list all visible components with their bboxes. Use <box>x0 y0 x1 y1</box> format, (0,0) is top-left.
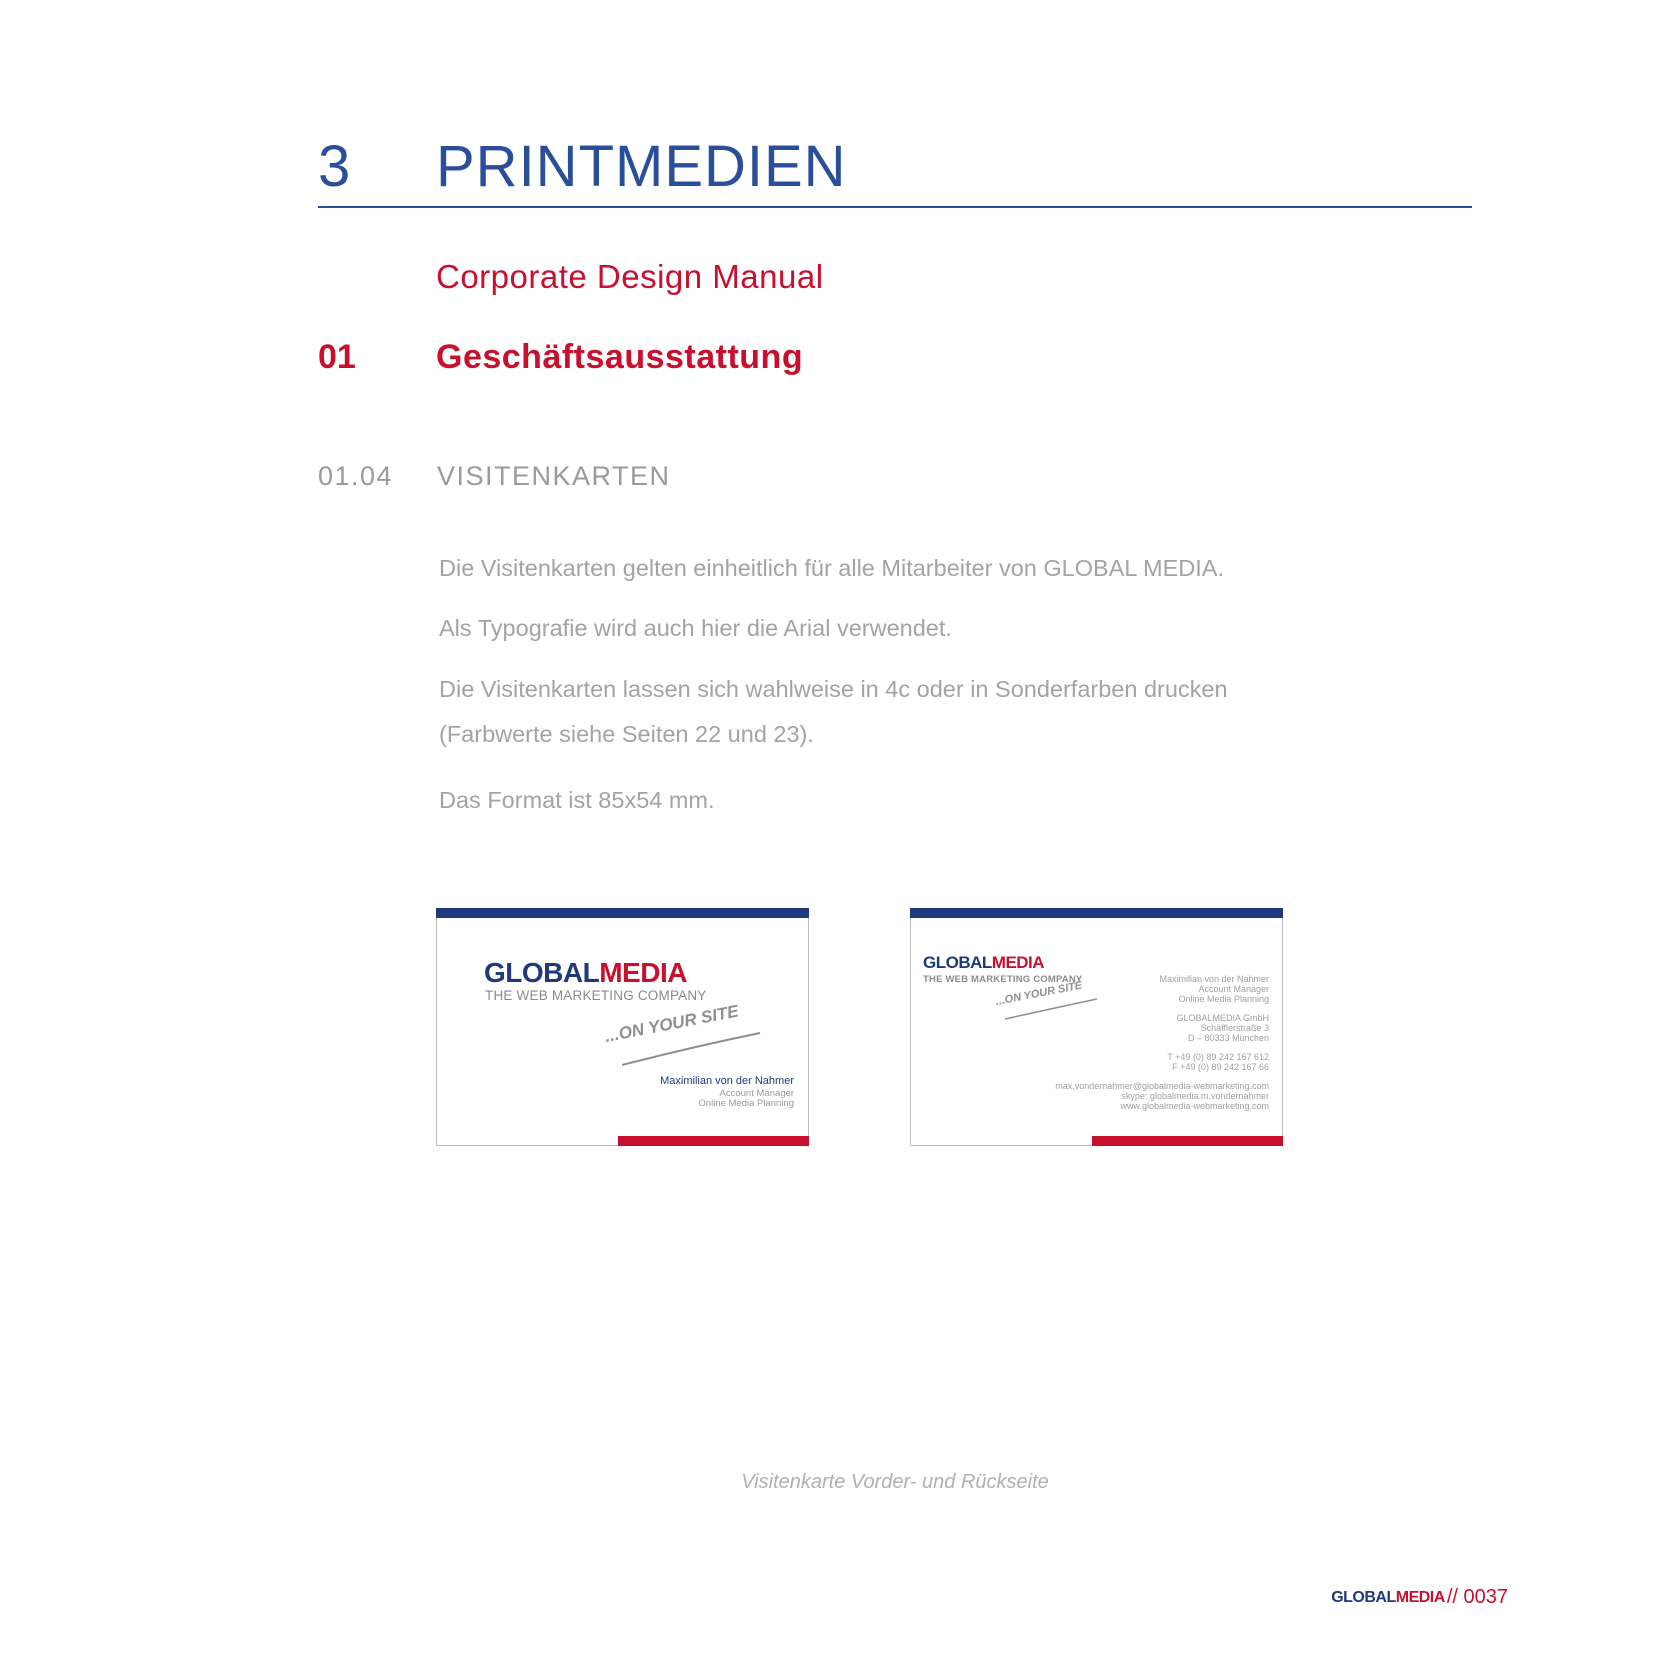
paragraph-print-colors-line1: Die Visitenkarten lassen sich wahlweise in 4c oder in Sonderfarben drucken <box>439 676 1228 702</box>
card-back-logo <box>923 954 1044 971</box>
logo-media: MEDIA <box>599 957 687 988</box>
card-back-skype: skype: globalmedia.m.vondernahmer <box>1121 1091 1269 1101</box>
card-back-department: Online Media Planning <box>1178 994 1269 1004</box>
slogan-swoosh-icon <box>622 1019 772 1069</box>
page-number: 0037 <box>1463 1586 1508 1608</box>
card-bottom-bar <box>618 1136 809 1146</box>
document-subtitle: Corporate Design Manual <box>436 258 824 295</box>
page-footer <box>1331 1587 1508 1607</box>
business-card-back <box>910 908 1283 1146</box>
footer-logo-global: GLOBAL <box>1331 1589 1396 1606</box>
card-back-fax: F +49 (0) 89 242 167 66 <box>1172 1062 1269 1072</box>
card-back-email: max.vondernahmer@globalmedia-webmarketing.com <box>1055 1081 1269 1091</box>
card-back-role: Account Manager <box>1198 984 1269 994</box>
card-top-bar <box>910 908 1283 918</box>
section-number: 01 <box>318 338 356 376</box>
card-front-role: Account Manager <box>719 1088 794 1099</box>
footer-logo <box>1331 1590 1445 1606</box>
paragraph-print-colors-line2: (Farbwerte siehe Seiten 22 und 23). <box>439 721 814 747</box>
paragraph-format: Das Format ist 85x54 mm. <box>439 787 715 813</box>
card-back-online <box>1055 1081 1269 1111</box>
subsection-title: VISITENKARTEN <box>437 461 671 491</box>
card-back-web: www.globalmedia-webmarketing.com <box>1120 1101 1269 1111</box>
chapter-title: PRINTMEDIEN <box>436 134 847 199</box>
card-back-tagline: THE WEB MARKETING COMPANY <box>923 974 1083 985</box>
card-front-role-block <box>698 1089 794 1109</box>
section-title: Geschäftsausstattung <box>436 338 804 376</box>
chapter-number: 3 <box>318 134 352 199</box>
paragraph-print-colors <box>439 667 1339 757</box>
card-front-logo <box>484 959 687 987</box>
card-back-phone-block <box>1167 1052 1269 1072</box>
card-front-department: Online Media Planning <box>698 1098 794 1109</box>
card-back-address <box>1176 1013 1269 1043</box>
card-back-phone: T +49 (0) 89 242 167 612 <box>1167 1052 1269 1062</box>
figure-caption: Visitenkarte Vorder- und Rückseite <box>741 1471 1049 1493</box>
card-back-name: Maximilian von der Nahmer <box>1159 974 1269 984</box>
chapter-divider <box>318 206 1472 208</box>
footer-logo-media: MEDIA <box>1395 1589 1445 1606</box>
card-back-slogan: ...ON YOUR SITE <box>994 979 1084 1008</box>
card-front-slogan: ...ON YOUR SITE <box>603 1001 741 1047</box>
card-front-tagline: THE WEB MARKETING COMPANY <box>485 988 707 1003</box>
card-back-company: GLOBALMEDIA GmbH <box>1176 1013 1269 1023</box>
logo-media: MEDIA <box>991 953 1045 972</box>
slogan-swoosh-icon <box>1005 991 1105 1021</box>
logo-global: GLOBAL <box>923 953 992 972</box>
card-front-name: Maximilian von der Nahmer <box>660 1075 794 1087</box>
card-back-street: Schäfflerstraße 3 <box>1200 1023 1269 1033</box>
business-card-front <box>436 908 809 1146</box>
card-back-city: D – 80333 München <box>1187 1033 1269 1043</box>
card-back-person <box>1159 974 1269 1004</box>
footer-separator: // <box>1446 1586 1458 1608</box>
logo-global: GLOBAL <box>484 957 600 988</box>
subsection-number: 01.04 <box>318 461 394 491</box>
card-bottom-bar <box>1092 1136 1283 1146</box>
paragraph-employees: Die Visitenkarten gelten einheitlich für alle Mitarbeiter von GLOBAL MEDIA. <box>439 555 1225 581</box>
card-top-bar <box>436 908 809 918</box>
paragraph-typography: Als Typografie wird auch hier die Arial verwendet. <box>439 615 952 641</box>
